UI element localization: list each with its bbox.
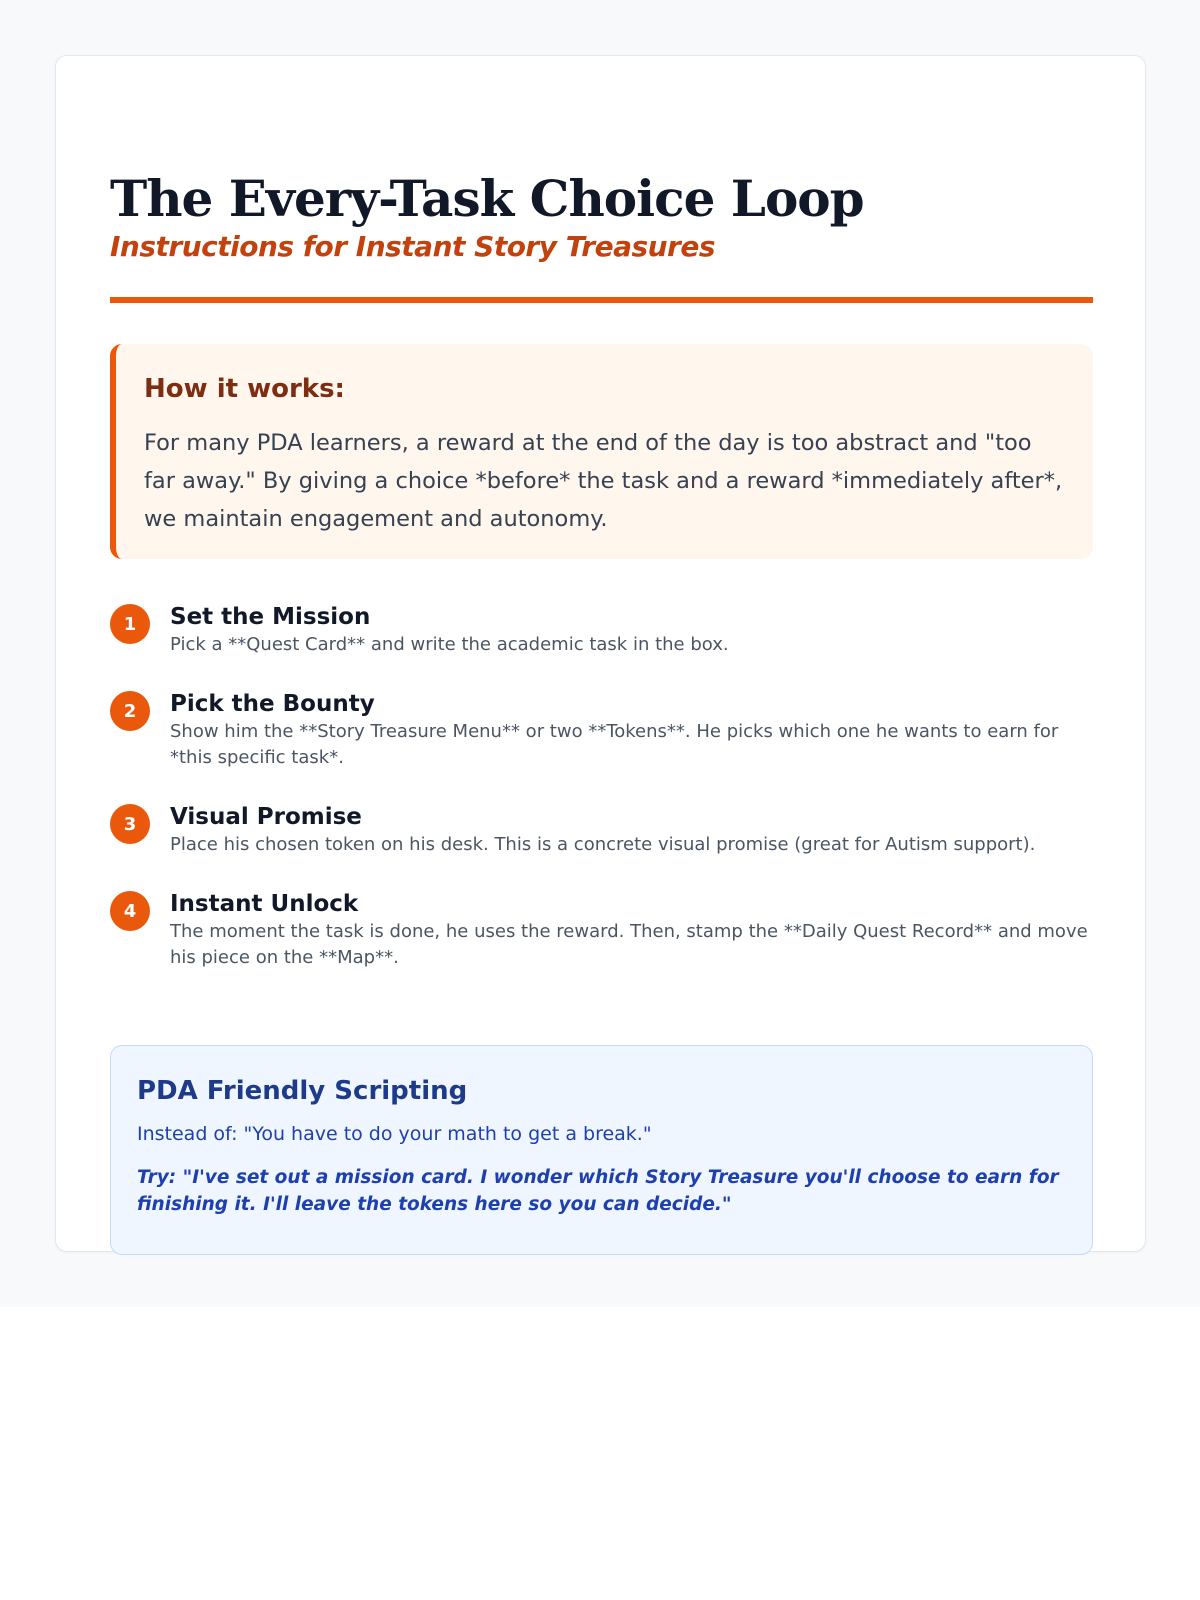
step-title: Pick the Bounty (170, 691, 375, 717)
pda-scripting-box (110, 1045, 1093, 1255)
step-item (110, 889, 1093, 1002)
page-title: The Every-Task Choice Loop (110, 169, 864, 228)
step-item (110, 602, 1093, 689)
page-subtitle: Instructions for Instant Story Treasures (110, 230, 716, 263)
step-item (110, 802, 1093, 889)
step-description: Place his chosen token on his desk. This is a concrete visual promise (great for Autism support). (170, 834, 1036, 855)
step-number-badge: 2 (110, 691, 150, 731)
steps-list (110, 602, 1093, 1002)
step-number-badge: 1 (110, 604, 150, 644)
step-description: The moment the task is done, he uses the reward. Then, stamp the **Daily Quest Record** and move his piece on the **Map**. (170, 921, 1088, 968)
step-title: Visual Promise (170, 804, 362, 830)
step-description: Show him the **Story Treasure Menu** or two **Tokens**. He picks which one he wants to earn for *this specific task*. (170, 721, 1059, 768)
step-title: Set the Mission (170, 604, 371, 630)
scripting-try-text: Try: "I've set out a mission card. I wonder which Story Treasure you'll choose to earn for finishing it. I'll leave the tokens here so you can decide." (137, 1167, 1059, 1215)
scripting-instead-text: Instead of: "You have to do your math to get a break." (137, 1123, 652, 1145)
title-divider (110, 297, 1093, 303)
scripting-heading: PDA Friendly Scripting (137, 1076, 468, 1106)
step-title: Instant Unlock (170, 891, 359, 917)
step-item (110, 689, 1093, 802)
step-number-badge: 4 (110, 891, 150, 931)
how-it-works-heading: How it works: (144, 374, 345, 404)
how-it-works-body: For many PDA learners, a reward at the end of the day is too abstract and "too far away." By giving a choice *before* the task and a reward *immediately after*, we maintain engagement and autonomy. (144, 430, 1063, 532)
how-it-works-callout (110, 344, 1093, 559)
step-number-badge: 3 (110, 804, 150, 844)
instruction-card (55, 55, 1146, 1252)
step-description: Pick a **Quest Card** and write the academic task in the box. (170, 634, 729, 655)
